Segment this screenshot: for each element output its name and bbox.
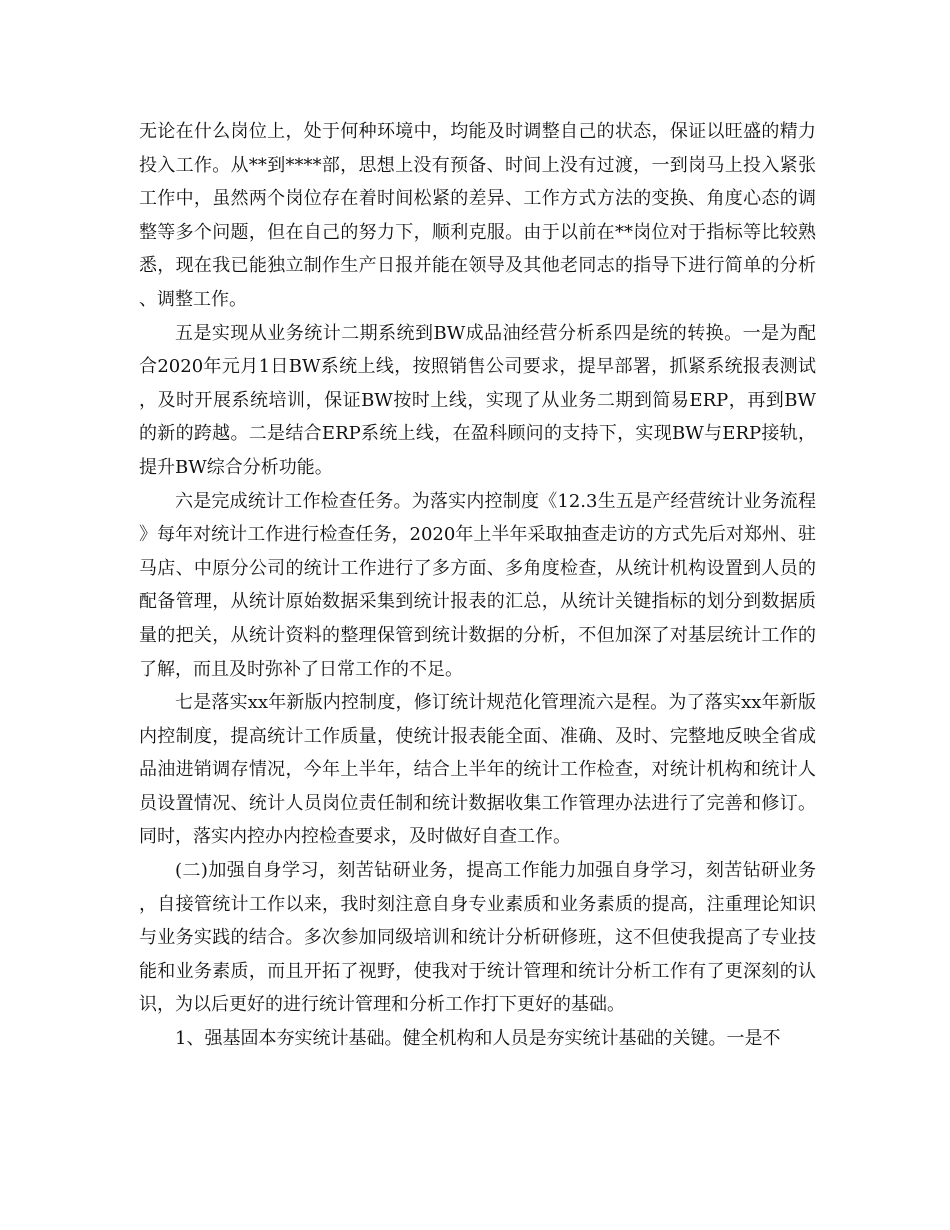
paragraph-2: 五是实现从业务统计二期系统到BW成品油经营分析系四是统的转换。一是为配合2020年元月1日BW系统上线，按照销售公司要求，提早部署，抓紧系统报表测试，及时开展系统培训，保证BW按时上线，实现了从业务二期到简易ERP，再到BW的新的跨越。二是结合ERP系统上线，在盈科顾问的支持下，实现BW与ERP接轨，提升BW综合分析功能。 (139, 322, 816, 478)
paragraph-1: 无论在什么岗位上，处于何种环境中，均能及时调整自己的状态，保证以旺盛的精力投入工作。从**到****部，思想上没有预备、时间上没有过渡，一到岗马上投入紧张工作中，虽然两个岗位存在着时间松紧的差异、工作方式方法的变换、角度心态的调整等多个问题，但在自己的努力下，顺利克服。由于以前在**岗位对于指标等比较熟悉，现在我已能独立制作生产日报并能在领导及其他老同志的指导下进行简单的分析、调整工作。 (139, 121, 816, 310)
paragraph-3: 六是完成统计工作检查任务。为落实内控制度《12.3生五是产经营统计业务流程》每年对统计工作进行检查任务，2020年上半年采取抽查走访的方式先后对郑州、驻马店、中原分公司的统计工作进行了多方面、多角度检查，从统计机构设置到人员的配备管理，从统计原始数据采集到统计报表的汇总，从统计关键指标的划分到数据质量的把关，从统计资料的整理保管到统计数据的分析，不但加深了对基层统计工作的了解，而且及时弥补了日常工作的不足。 (139, 490, 816, 680)
paragraph-4: 七是落实xx年新版内控制度，修订统计规范化管理流六是程。为了落实xx年新版内控制度，提高统计工作质量，使统计报表能全面、准确、及时、完整地反映全省成品油进销调存情况，今年上半年，结合上半年的统计工作检查，对统计机构和统计人员设置情况、统计人员岗位责任制和统计数据收集工作管理办法进行了完善和修订。同时，落实内控办内控检查要求，及时做好自查工作。 (139, 692, 816, 848)
paragraph-5: (二)加强自身学习，刻苦钻研业务，提高工作能力加强自身学习，刻苦钻研业务，自接管统计工作以来，我时刻注意自身专业素质和业务素质的提高，注重理论知识与业务实践的结合。多次参加同级培训和统计分析研修班，这不但使我提高了专业技能和业务素质，而且开拓了视野，使我对于统计管理和统计分析工作有了更深刻的认识，为以后更好的进行统计管理和分析工作打下更好的基础。 (139, 860, 816, 1016)
paragraph-6: 1、强基固本夯实统计基础。健全机构和人员是夯实统计基础的关键。一是不 (175, 1028, 781, 1050)
document-body (139, 115, 816, 1056)
